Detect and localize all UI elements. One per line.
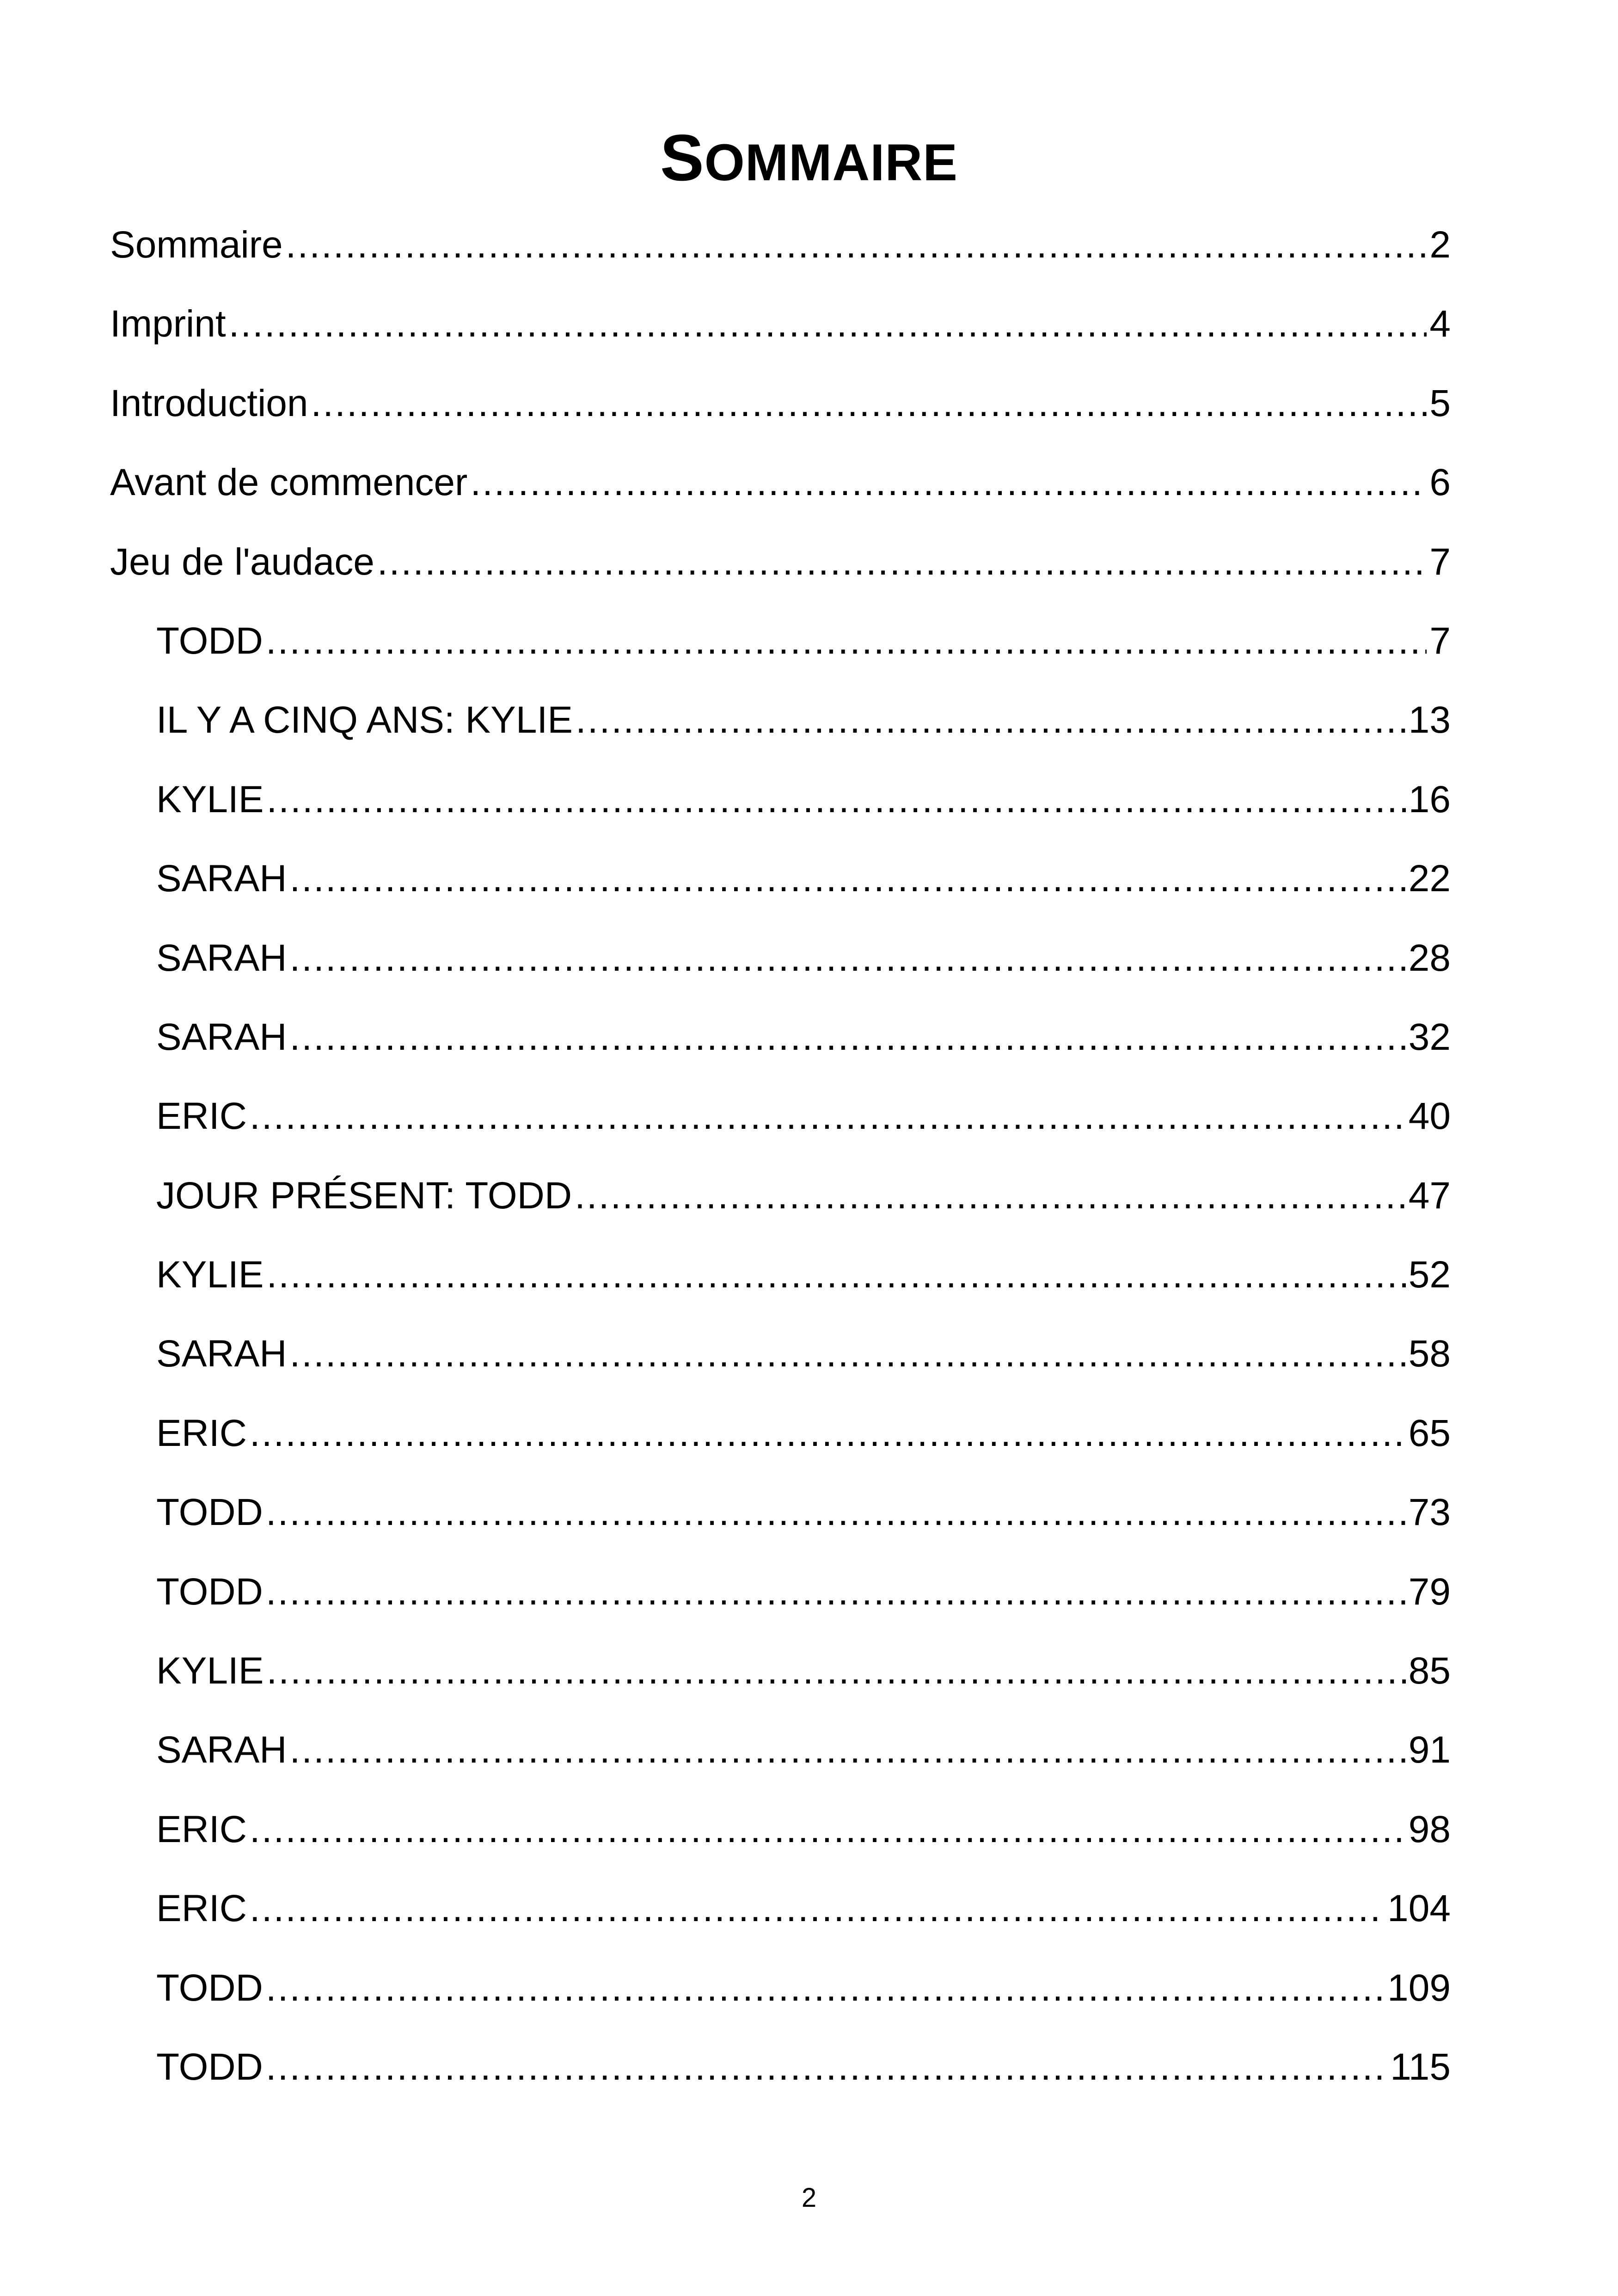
toc-entry-label: TODD — [156, 2045, 263, 2088]
toc-entry-page-number: 7 — [1429, 619, 1451, 662]
toc-entry[interactable] — [110, 1564, 1451, 1643]
toc-entry-page-number: 52 — [1408, 1254, 1451, 1296]
toc-entry-page-number: 28 — [1408, 937, 1451, 979]
toc-dot-leader — [266, 613, 1427, 669]
toc-entry-page-number: 73 — [1408, 1491, 1451, 1534]
toc-entry-page-number: 91 — [1408, 1729, 1451, 1771]
toc-dot-leader — [576, 692, 1406, 748]
toc-entry-page-number: 115 — [1390, 2045, 1451, 2088]
toc-dot-leader — [290, 931, 1406, 986]
toc-entry-label: KYLIE — [156, 1254, 264, 1296]
toc-dot-leader — [266, 1485, 1406, 1540]
toc-entry-label: Avant de commencer — [110, 461, 468, 504]
toc-entry-label: KYLIE — [156, 778, 264, 820]
toc-entry[interactable] — [110, 931, 1451, 1010]
toc-entry-label: ERIC — [156, 1887, 247, 1930]
toc-entry-page-number: 16 — [1408, 778, 1451, 820]
toc-entry-page-number: 32 — [1408, 1016, 1451, 1058]
toc-entry-label: ERIC — [156, 1808, 247, 1850]
toc-entry-page-number: 7 — [1429, 540, 1451, 583]
toc-entry-label: Jeu de l'audace — [110, 540, 374, 583]
page-title-rest: OMMAIRE — [704, 134, 958, 191]
toc-dot-leader — [266, 1960, 1385, 2016]
toc-entry[interactable] — [110, 1643, 1451, 1722]
toc-entry[interactable] — [110, 1326, 1451, 1405]
toc-entry-label: Introduction — [110, 382, 308, 424]
toc-dot-leader — [229, 296, 1427, 352]
toc-entry-label: ERIC — [156, 1095, 247, 1138]
toc-entry-page-number: 65 — [1408, 1412, 1451, 1454]
toc-entry[interactable] — [110, 296, 1451, 375]
toc-entry[interactable] — [110, 1722, 1451, 1801]
toc-entry-page-number: 13 — [1408, 699, 1451, 741]
toc-entry[interactable] — [110, 1960, 1451, 2039]
toc-entry-label: JOUR PRÉSENT: TODD — [156, 1174, 572, 1217]
toc-entry[interactable] — [110, 1485, 1451, 1564]
toc-entry[interactable] — [110, 1247, 1451, 1326]
toc-entry[interactable] — [110, 692, 1451, 771]
toc-dot-leader — [290, 1010, 1406, 1065]
toc-dot-leader — [266, 2039, 1387, 2095]
toc-entry[interactable] — [110, 376, 1451, 455]
toc-entry-page-number: 2 — [1429, 224, 1451, 266]
toc-dot-leader — [290, 1722, 1406, 1778]
toc-dot-leader — [290, 1326, 1406, 1382]
toc-entry-label: TODD — [156, 1491, 263, 1534]
toc-entry-page-number: 47 — [1408, 1174, 1451, 1217]
page-number: 2 — [801, 2183, 817, 2213]
toc-entry-label: TODD — [156, 619, 263, 662]
toc-entry-page-number: 58 — [1408, 1333, 1451, 1375]
toc-entry[interactable] — [110, 534, 1451, 613]
toc-entry[interactable] — [110, 1802, 1451, 1881]
toc-dot-leader — [250, 1406, 1406, 1461]
toc-entry-label: SARAH — [156, 1729, 287, 1771]
toc-entry-label: IL Y A CINQ ANS: KYLIE — [156, 699, 573, 741]
toc-dot-leader — [266, 1247, 1405, 1303]
toc-entry-page-number: 85 — [1408, 1650, 1451, 1692]
toc-dot-leader — [377, 534, 1427, 590]
toc-entry[interactable] — [110, 2039, 1451, 2118]
toc-entry-label: SARAH — [156, 937, 287, 979]
toc-entry[interactable] — [110, 455, 1451, 534]
toc-dot-leader — [266, 1564, 1406, 1620]
page-title-initial: S — [660, 121, 705, 195]
toc-entry[interactable] — [110, 1089, 1451, 1168]
toc-entry-page-number: 104 — [1387, 1887, 1451, 1930]
toc-dot-leader — [266, 772, 1405, 827]
toc-entry-page-number: 6 — [1429, 461, 1451, 504]
toc-entry[interactable] — [110, 1010, 1451, 1089]
toc-entry-label: TODD — [156, 1966, 263, 2009]
toc-dot-leader — [250, 1881, 1385, 1936]
toc-entry[interactable] — [110, 1168, 1451, 1247]
toc-entry-page-number: 98 — [1408, 1808, 1451, 1850]
page-title — [0, 121, 1618, 200]
toc-entry-label: KYLIE — [156, 1650, 264, 1692]
toc-dot-leader — [575, 1168, 1406, 1224]
toc-entry[interactable] — [110, 772, 1451, 851]
toc-entry-label: TODD — [156, 1570, 263, 1613]
toc-entry-page-number: 4 — [1429, 303, 1451, 345]
toc-dot-leader — [266, 1643, 1405, 1699]
toc-entry-label: Sommaire — [110, 224, 283, 266]
toc-entry[interactable] — [110, 613, 1451, 692]
toc-entry-page-number: 22 — [1408, 857, 1451, 900]
toc-entry[interactable] — [110, 1406, 1451, 1485]
toc-dot-leader — [286, 217, 1427, 273]
toc-entry-page-number: 79 — [1408, 1570, 1451, 1613]
toc-entry-label: ERIC — [156, 1412, 247, 1454]
toc-entry-label: Imprint — [110, 303, 226, 345]
toc-entry[interactable] — [110, 1881, 1451, 1960]
toc-entry-label: SARAH — [156, 1016, 287, 1058]
toc-dot-leader — [250, 1802, 1406, 1857]
toc-entry-label: SARAH — [156, 1333, 287, 1375]
toc-entry-page-number: 5 — [1429, 382, 1451, 424]
toc-entry-label: SARAH — [156, 857, 287, 900]
toc-entry-page-number: 40 — [1408, 1095, 1451, 1138]
toc-entry[interactable] — [110, 851, 1451, 930]
toc-entry-page-number: 109 — [1387, 1966, 1451, 2009]
table-of-contents — [110, 217, 1451, 2118]
toc-dot-leader — [311, 376, 1427, 431]
toc-dot-leader — [470, 455, 1427, 510]
toc-dot-leader — [250, 1089, 1406, 1144]
toc-entry[interactable] — [110, 217, 1451, 296]
toc-dot-leader — [290, 851, 1406, 906]
